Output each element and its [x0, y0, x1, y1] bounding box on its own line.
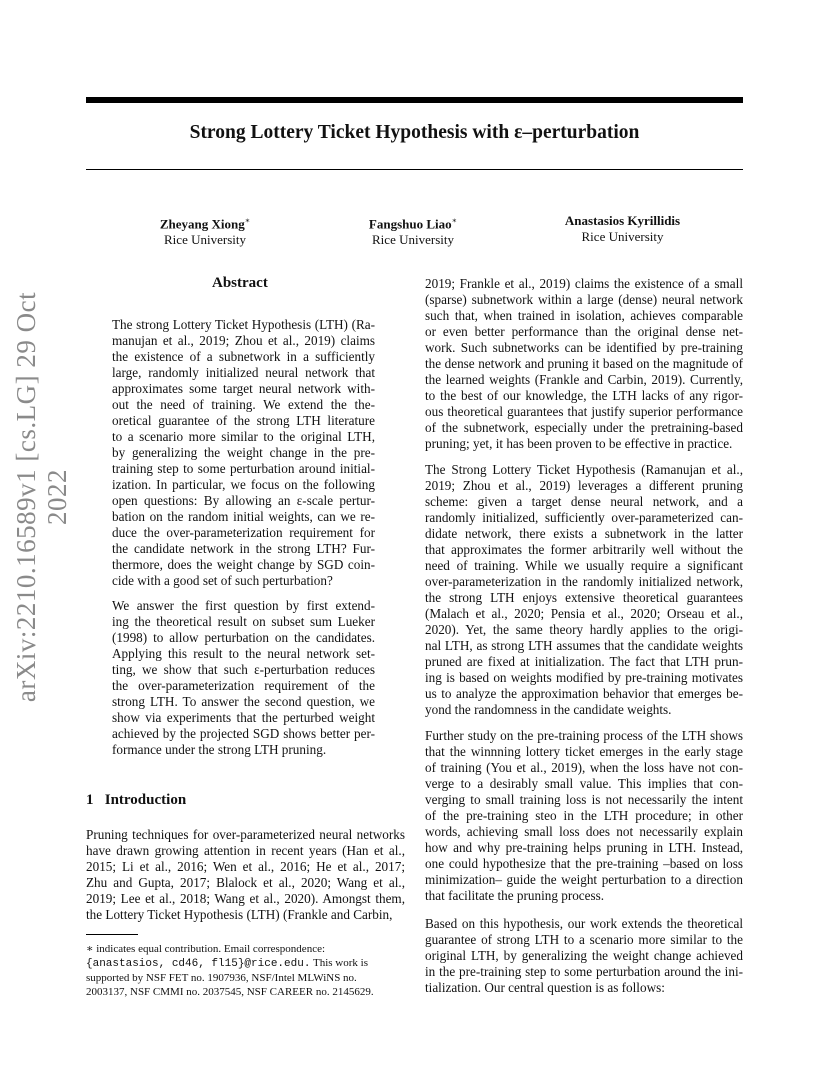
- text-line: the Lottery Ticket Hypothesis (LTH) (Frankle and Carbin,: [86, 907, 393, 922]
- text-line: scheme: given a target dense neural network, and a: [425, 494, 743, 509]
- footnote-text: This work is: [310, 957, 368, 969]
- title-top-rule: [86, 97, 743, 103]
- text-line: that approximates the former arbitrarily well without the: [425, 542, 743, 557]
- text-line: 2019; Zhou et al., 2019) leverages a different pruning: [425, 478, 743, 493]
- text-line: words, achieving small loss does not necessarily explain: [425, 824, 743, 839]
- text-line: the over-parameterization requirement of the: [112, 678, 375, 693]
- text-line: training step to some perturbation around initial-: [112, 461, 375, 476]
- text-line: that the winnning lottery ticket emerges in the early stage: [425, 744, 743, 759]
- text-line: pruning; yet, it has been proven to be effective in practice.: [425, 436, 733, 451]
- text-line: the existence of a subnetwork in a sufficiently: [112, 349, 375, 364]
- text-line: of training (You et al., 2019), when the loss have not con-: [425, 760, 743, 775]
- text-line: of the subnetwork, especially under the pretraining-based: [425, 420, 743, 435]
- text-line: verge to a desirably small value. This implies that con-: [425, 776, 743, 791]
- text-line: 2020). Yet, the same theory hardly applies to the origi-: [425, 622, 743, 637]
- text-line: formance under the strong LTH pruning.: [112, 742, 327, 757]
- text-line: nal LTH, as strong LTH assumes that the candidate weights: [425, 638, 743, 653]
- text-line: out the need of training. We extend the the-: [112, 397, 375, 412]
- footnote-line: [86, 956, 405, 971]
- title-bottom-rule: [86, 169, 743, 170]
- text-line: to the best of our knowledge, the LTH lacks of any rigor-: [425, 388, 743, 403]
- author-affiliation: Rice University: [164, 232, 246, 248]
- abstract-paragraph-2: [112, 598, 375, 758]
- text-line: (sparse) subnetwork within a large (dense) neural network: [425, 292, 743, 307]
- section-title: Introduction: [104, 792, 187, 808]
- text-line: bation on the random initial weights, can we re-: [112, 509, 375, 524]
- text-line: the candidate network in the strong LTH? Fur-: [112, 541, 375, 556]
- abstract-paragraph-1: [112, 317, 375, 589]
- text-line: the learned weights (Frankle and Carbin, 2019). Currently,: [425, 372, 743, 387]
- abstract-heading: Abstract: [212, 275, 268, 291]
- right-paragraph-2: [425, 462, 743, 718]
- text-line: Pruning techniques for over-parameterized neural networks: [86, 827, 405, 842]
- text-line: guarantee of strong LTH to a scenario more similar to the: [425, 932, 743, 947]
- right-paragraph-3: [425, 728, 743, 904]
- text-line: original LTH, by generalizing the weight change achieved: [425, 948, 743, 963]
- text-line: Zhu and Gupta, 2017; Blalock et al., 2020; Wang et al.,: [86, 875, 405, 890]
- text-line: how and why pre-training helps pruning in LTH. Instead,: [425, 840, 743, 855]
- text-line: to a scenario more similar to the original LTH,: [112, 429, 375, 444]
- author-mark: ∗: [244, 216, 251, 225]
- text-line: show via experiments that the perturbed weight: [112, 710, 375, 725]
- text-line: The strong Lottery Ticket Hypothesis (LTH) (Ra-: [112, 317, 375, 332]
- text-line: verging to small training loss is not necessarily the intent: [425, 792, 743, 807]
- text-line: the strong LTH enjoys extensive theoretical guarantees: [425, 590, 743, 605]
- right-paragraph-4: [425, 916, 743, 996]
- text-line: work. Such subnetworks can be identified by pre-training: [425, 340, 743, 355]
- footnote-line: supported by NSF FET no. 1907936, NSF/Intel MLWiNS no.: [86, 972, 357, 984]
- paper-title: Strong Lottery Ticket Hypothesis with ε–perturbation: [189, 122, 640, 143]
- text-line: by generalizing the weight change in the pre-: [112, 445, 375, 460]
- text-line: (1998) to allow perturbation on the candidates.: [112, 630, 375, 645]
- text-line: large, randomly initialized neural network that: [112, 365, 375, 380]
- text-line: minimization– guide the weight perturbation to a direction: [425, 872, 743, 887]
- text-line: randomly initialized, sufficiently over-parameterized can-: [425, 510, 743, 525]
- text-line: The Strong Lottery Ticket Hypothesis (Ramanujan et al.,: [425, 462, 743, 477]
- text-line: ous theoretical guarantees that justify superior performance: [425, 404, 743, 419]
- text-line: 2015; Li et al., 2016; Wen et al., 2016; He et al., 2017;: [86, 859, 405, 874]
- text-line: strong LTH. To answer the second question, we: [112, 694, 375, 709]
- text-line: approximates some target neural network with-: [112, 381, 375, 396]
- text-line: yond the randomness in the candidate weights.: [425, 702, 672, 717]
- author-affiliation: Rice University: [581, 229, 664, 244]
- text-line: ing is based on weights modified by pre-training motivates: [425, 670, 743, 685]
- text-line: didate network, there exists a subnetwork in the latter: [425, 526, 743, 541]
- text-line: ing the theoretical result on subset sum Lueker: [112, 614, 375, 629]
- section-number: 1: [86, 792, 94, 808]
- author-name: Fangshuo Liao: [368, 216, 452, 232]
- text-line: achieved by the projected SGD shows better per-: [112, 726, 375, 741]
- text-line: ting, we show that such ε-perturbation reduces: [112, 662, 375, 677]
- author-1: [120, 213, 290, 248]
- text-line: have drawn growing attention in recent years (Han et al.,: [86, 843, 405, 858]
- text-line: Applying this result to the neural network set-: [112, 646, 375, 661]
- author-3: [530, 213, 715, 245]
- text-line: manujan et al., 2019; Zhou et al., 2019) claims: [112, 333, 375, 348]
- author-affiliation: Rice University: [372, 232, 454, 248]
- text-line: ization. In particular, we focus on the following: [112, 477, 375, 492]
- footnote-rule: [86, 934, 138, 935]
- text-line: (Malach et al., 2020; Pensia et al., 2020; Orseau et al.,: [425, 606, 743, 621]
- text-line: need of training. While we usually require a significant: [425, 558, 743, 573]
- text-line: tialization. Our central question is as follows:: [425, 980, 665, 995]
- text-line: open questions: By allowing an ε-scale pertur-: [112, 493, 375, 508]
- text-line: 2019; Lee et al., 2018; Wang et al., 2020). Amongst them,: [86, 891, 405, 906]
- text-line: 2019; Frankle et al., 2019) claims the existence of a small: [425, 276, 743, 291]
- text-line: in the pre-training step to some perturbation around the ini-: [425, 964, 743, 979]
- author-name: Anastasios Kyrillidis: [564, 213, 681, 228]
- text-line: oretical guarantee of the strong LTH literature: [112, 413, 375, 428]
- footnote-line: 2003137, NSF CMMI no. 2037545, NSF CAREER no. 2145629.: [86, 986, 374, 998]
- text-line: Based on this hypothesis, our work extends the theoretical: [425, 916, 743, 931]
- text-line: one could hypothesize that the pre-training –based on loss: [425, 856, 743, 871]
- text-line: cide with a good set of such perturbation?: [112, 573, 333, 588]
- intro-paragraph-1: [86, 827, 405, 923]
- text-line: such that, when trained in isolation, achieves comparable: [425, 308, 743, 323]
- footnote: [86, 942, 405, 999]
- text-line: pruned are fixed at initialization. The fact that LTH prun-: [425, 654, 743, 669]
- arxiv-stamp: arXiv:2210.16589v1 [cs.LG] 29 Oct 2022: [11, 291, 72, 703]
- footnote-email: {anastasios, cd46, fl15}@rice.edu.: [86, 958, 311, 970]
- text-line: or even better performance than the original dense net-: [425, 324, 743, 339]
- footnote-line: ∗ indicates equal contribution. Email correspondence:: [86, 943, 326, 955]
- section-heading: [86, 792, 186, 809]
- author-2: [328, 213, 498, 248]
- text-line: duce the over-parameterization requirement for: [112, 525, 375, 540]
- text-line: thermore, does the weight change by SGD coin-: [112, 557, 375, 572]
- text-line: Further study on the pre-training process of the LTH shows: [425, 728, 743, 743]
- right-paragraph-1: [425, 276, 743, 452]
- text-line: over-parameterization in the randomly initialized network,: [425, 574, 743, 589]
- author-name: Zheyang Xiong: [159, 216, 245, 232]
- text-line: the dense network and pruning it based on the magnitude of: [425, 356, 743, 371]
- author-mark: ∗: [451, 216, 458, 225]
- text-line: us to analyze the approximation behavior that emerges be-: [425, 686, 743, 701]
- text-line: that facilitate the pruning process.: [425, 888, 605, 903]
- text-line: of the pre-training steo in the LTH procedure; in other: [425, 808, 743, 823]
- text-line: We answer the first question by first extend-: [112, 598, 375, 613]
